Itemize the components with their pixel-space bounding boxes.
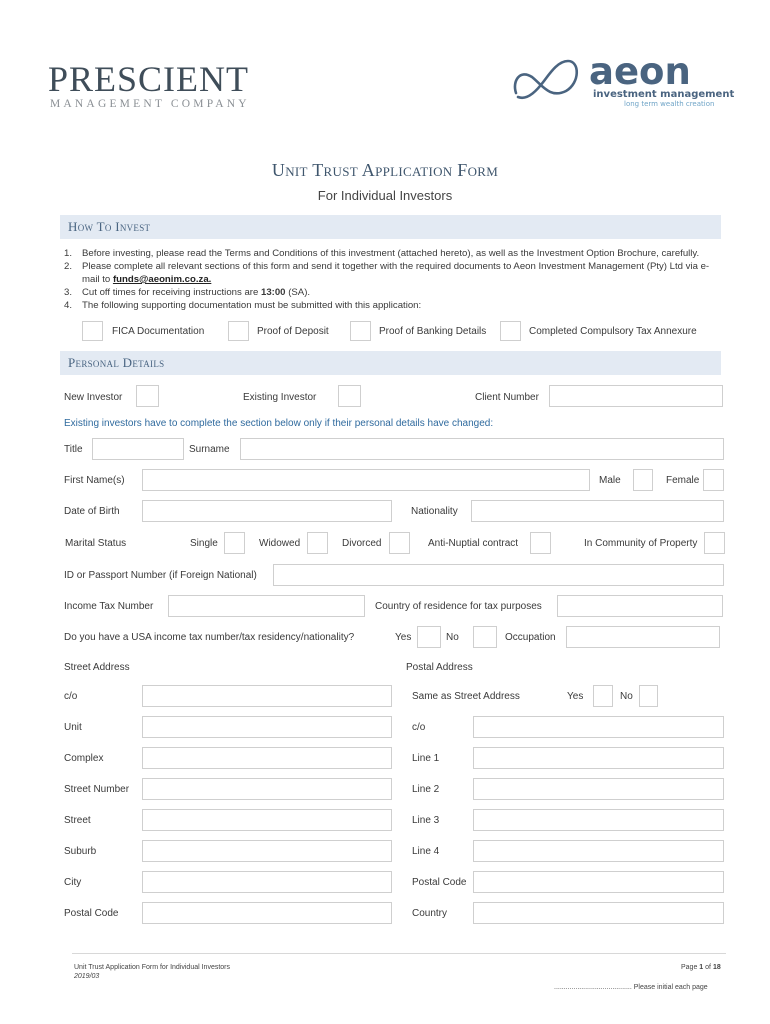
title-label: Title (64, 444, 83, 455)
prescient-logo-name: PRESCIENT (48, 59, 250, 99)
street-number-field[interactable] (142, 778, 392, 800)
proof-of-deposit-label: Proof of Deposit (257, 326, 329, 337)
same-no-checkbox[interactable] (639, 685, 658, 707)
postal-country-label: Country (412, 908, 448, 919)
list-item (64, 299, 726, 312)
page-of: of (703, 964, 713, 971)
marital-status-label: Marital Status (65, 538, 127, 549)
id-passport-field[interactable] (273, 564, 724, 586)
dob-field[interactable] (142, 500, 392, 522)
street-complex-field[interactable] (142, 747, 392, 769)
cutoff-time: 13:00 (260, 287, 286, 298)
street-suburb-field[interactable] (142, 840, 392, 862)
occupation-label: Occupation (505, 632, 556, 643)
postal-country-field[interactable] (473, 902, 724, 924)
list-number: 3. (64, 287, 73, 298)
single-label: Single (190, 538, 218, 549)
male-checkbox[interactable] (633, 469, 653, 491)
list-text: Please complete all relevant sections of this form and send it together with the required documents to Aeon Investment Management (Pty) Ltd via e-mail to (82, 261, 710, 285)
postal-line1-label: Line 1 (412, 753, 440, 764)
client-number-label: Client Number (475, 392, 539, 403)
aeon-infinity-icon (510, 55, 586, 107)
postal-code-field[interactable] (473, 871, 724, 893)
list-item (64, 247, 726, 260)
list-number: 4. (64, 300, 73, 311)
nationality-label: Nationality (411, 506, 458, 517)
usa-yes-label: Yes (395, 632, 412, 643)
street-number-label: Street Number (64, 784, 130, 795)
female-label: Female (666, 475, 700, 486)
form-subtitle: For Individual Investors (317, 188, 453, 203)
street-postal-code-field[interactable] (142, 902, 392, 924)
title-field[interactable] (92, 438, 184, 460)
street-unit-label: Unit (64, 722, 82, 733)
existing-investor-checkbox[interactable] (338, 385, 361, 407)
street-street-field[interactable] (142, 809, 392, 831)
how-to-invest-header (60, 215, 721, 239)
proof-of-deposit-checkbox[interactable] (228, 321, 249, 341)
section-heading: How To Invest (68, 219, 151, 234)
prescient-logo-subtitle: MANAGEMENT COMPANY (50, 98, 250, 110)
first-names-label: First Name(s) (64, 475, 125, 486)
footer-document-name: Unit Trust Application Form for Individual Investors (74, 964, 231, 971)
street-complex-label: Complex (64, 753, 104, 764)
postal-code-label: Postal Code (412, 877, 467, 888)
usa-yes-checkbox[interactable] (417, 626, 441, 648)
tax-annexure-checkbox[interactable] (500, 321, 521, 341)
fica-checkbox[interactable] (82, 321, 103, 341)
dob-label: Date of Birth (64, 506, 120, 517)
instructions-list (64, 247, 726, 312)
proof-of-banking-checkbox[interactable] (350, 321, 371, 341)
income-tax-field[interactable] (168, 595, 365, 617)
aeon-logo-name: aeon (589, 50, 691, 93)
street-address-heading: Street Address (64, 662, 130, 673)
page-current: 1 (699, 964, 704, 971)
single-checkbox[interactable] (224, 532, 245, 554)
anti-nuptial-label: Anti-Nuptial contract (428, 538, 519, 549)
postal-line2-field[interactable] (473, 778, 724, 800)
usa-no-checkbox[interactable] (473, 626, 497, 648)
email-link[interactable]: funds@aeonim.co.za. (112, 274, 212, 285)
street-city-label: City (64, 877, 82, 888)
surname-label: Surname (189, 444, 230, 455)
aeon-logo-subtitle: investment management (593, 89, 735, 100)
widowed-checkbox[interactable] (307, 532, 328, 554)
list-number: 1. (64, 248, 73, 259)
list-text: Before investing, please read the Terms and Conditions of this investment (attached hereto), as well as the Investment Option Brochure, carefully. (82, 248, 700, 259)
street-co-field[interactable] (142, 685, 392, 707)
anti-nuptial-checkbox[interactable] (530, 532, 551, 554)
street-street-label: Street (64, 815, 91, 826)
country-residence-field[interactable] (557, 595, 723, 617)
same-yes-checkbox[interactable] (593, 685, 613, 707)
usa-question-label: Do you have a USA income tax number/tax residency/nationality? (64, 632, 355, 643)
new-investor-label: New Investor (64, 392, 123, 403)
client-number-field[interactable] (549, 385, 723, 407)
occupation-field[interactable] (566, 626, 720, 648)
usa-no-label: No (446, 632, 459, 643)
list-number: 2. (64, 261, 73, 272)
street-postal-code-label: Postal Code (64, 908, 119, 919)
initial-line: ........................................ (554, 984, 632, 991)
existing-investor-label: Existing Investor (243, 392, 317, 403)
female-checkbox[interactable] (703, 469, 724, 491)
tax-annexure-label: Completed Compulsory Tax Annexure (529, 326, 697, 337)
list-text: Cut off times for receiving instructions are (82, 287, 261, 298)
proof-of-banking-label: Proof of Banking Details (379, 326, 487, 337)
page-prefix: Page (681, 964, 700, 971)
divorced-label: Divorced (342, 538, 382, 549)
initial-text: Please initial each page (631, 984, 708, 991)
surname-field[interactable] (240, 438, 724, 460)
same-as-street-label: Same as Street Address (412, 691, 520, 702)
postal-line4-label: Line 4 (412, 846, 440, 857)
aeon-logo-tagline: long term wealth creation (624, 100, 715, 108)
list-text: The following supporting documentation must be submitted with this application: (82, 300, 422, 311)
street-suburb-label: Suburb (64, 846, 97, 857)
section-heading: Personal Details (68, 355, 165, 370)
street-city-field[interactable] (142, 871, 392, 893)
fica-label: FICA Documentation (112, 326, 205, 337)
footer-divider (72, 953, 726, 954)
postal-line4-field[interactable] (473, 840, 724, 862)
list-text: (SA). (285, 287, 311, 298)
postal-line3-field[interactable] (473, 809, 724, 831)
footer-date: 2019/03 (74, 973, 100, 980)
male-label: Male (599, 475, 621, 486)
new-investor-checkbox[interactable] (136, 385, 159, 407)
country-residence-label: Country of residence for tax purposes (375, 601, 542, 612)
postal-line2-label: Line 2 (412, 784, 440, 795)
street-unit-field[interactable] (142, 716, 392, 738)
divorced-checkbox[interactable] (389, 532, 410, 554)
in-community-label: In Community of Property (584, 538, 698, 549)
income-tax-label: Income Tax Number (64, 601, 154, 612)
form-title: Unit Trust Application Form (271, 160, 499, 180)
personal-details-header (60, 351, 721, 375)
existing-investor-note: Existing investors have to complete the section below only if their personal details have changed: (64, 418, 494, 429)
same-no-label: No (620, 691, 633, 702)
postal-line1-field[interactable] (473, 747, 724, 769)
list-item (64, 260, 726, 286)
postal-co-field[interactable] (473, 716, 724, 738)
page-total: 18 (712, 964, 721, 971)
same-yes-label: Yes (567, 691, 584, 702)
postal-co-label: c/o (412, 722, 426, 733)
widowed-label: Widowed (259, 538, 301, 549)
first-names-field[interactable] (142, 469, 590, 491)
postal-address-heading: Postal Address (406, 662, 473, 673)
list-item (64, 286, 726, 299)
postal-line3-label: Line 3 (412, 815, 440, 826)
in-community-checkbox[interactable] (704, 532, 725, 554)
id-passport-label: ID or Passport Number (if Foreign National) (64, 570, 257, 581)
footer-page-number (681, 964, 721, 971)
nationality-field[interactable] (471, 500, 724, 522)
footer-initial-note (554, 984, 708, 991)
street-co-label: c/o (64, 691, 78, 702)
